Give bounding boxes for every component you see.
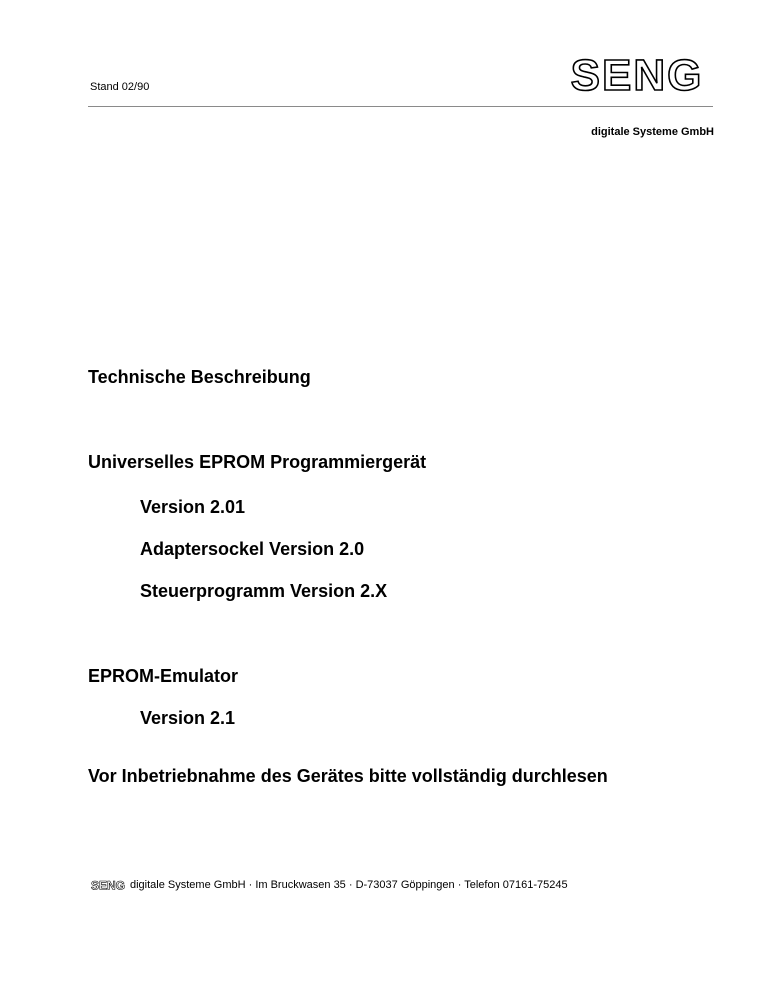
footer-logo-text: SENG: [90, 879, 126, 891]
programmer-version: Version 2.01: [140, 497, 246, 517]
emulator-version: Version 2.1: [140, 708, 236, 728]
footer-address: digitale Systeme GmbH · Im Bruckwasen 35 · D-73037 Göppingen · Telefon 07161-75245: [130, 879, 568, 891]
emulator-heading: EPROM-Emulator: [88, 666, 239, 686]
header-divider: [88, 106, 713, 107]
programmer-heading: Universelles EPROM Programmiergerät: [88, 452, 427, 472]
seng-logo-text: SENG: [570, 52, 704, 98]
reading-notice: Vor Inbetriebnahme des Gerätes bitte vollständig durchlesen: [88, 766, 608, 786]
footer: [89, 878, 568, 892]
footer-seng-logo: [89, 879, 127, 891]
control-program-version: Steuerprogramm Version 2.X: [140, 581, 388, 601]
seng-logo: [558, 52, 716, 98]
document-date: Stand 02/90: [90, 81, 150, 93]
company-name: digitale Systeme GmbH: [591, 126, 714, 138]
document-title: Technische Beschreibung: [88, 367, 311, 387]
adapter-socket-version: Adaptersockel Version 2.0: [140, 539, 365, 559]
